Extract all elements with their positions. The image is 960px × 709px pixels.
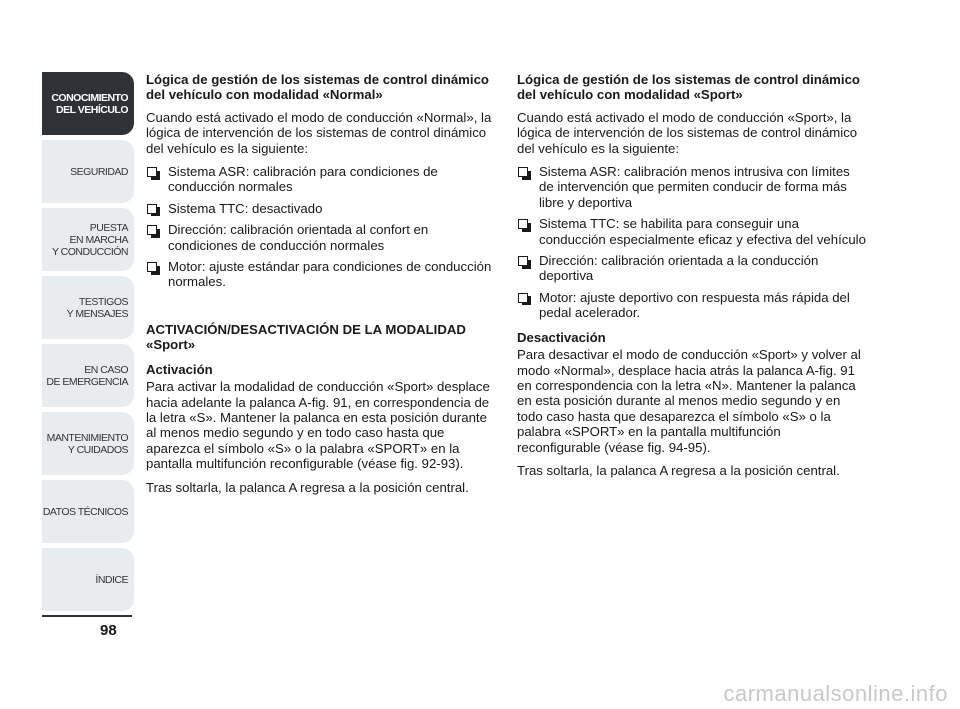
right-column (517, 72, 867, 486)
page-number: 98 (100, 622, 117, 639)
normal-mode-intro: Cuando está activado el modo de conducción «Normal», la lógica de intervención de los sistemas de control dinámico del vehículo es la siguiente: (146, 109, 492, 156)
list-item-text: Sistema ASR: calibración menos intrusiva con límites de intervención que permiten conducir de forma más libre y deportiva (539, 164, 850, 210)
tab-mantenimiento-y-cuidados[interactable]: MANTENIMIENTO Y CUIDADOS (42, 412, 134, 475)
list-item (517, 164, 867, 210)
tab-puesta-en-marcha[interactable]: PUESTA EN MARCHA Y CONDUCCIÓN (42, 208, 134, 271)
sport-mode-list (517, 164, 867, 321)
checkbox-bullet-icon (518, 219, 528, 229)
activation-text: Para activar la modalidad de conducción «Sport» desplace hacia adelante la palanca A-fig. 91, en correspondencia de la letra «S». Mantener la palanca en esta posición durante al menos medio segundo y en todo caso hasta que aparezca el símbolo «S» o la palabra «SPORT» en la pantalla multifunción reconfigurable (véase fig. 92-93). (146, 379, 490, 472)
list-item (146, 222, 496, 253)
list-item-text: Sistema TTC: se habilita para conseguir una conducción especialmente eficaz y efectiva del vehículo (539, 216, 866, 247)
list-item-text: Dirección: calibración orientada al confort en condiciones de conducción normales (168, 222, 429, 253)
deactivation-release-text: Tras soltarla, la palanca A regresa a la posición central. (517, 462, 840, 478)
checkbox-bullet-icon (147, 167, 157, 177)
list-item (517, 290, 867, 321)
tabs-divider (42, 615, 132, 617)
list-item-text: Dirección: calibración orientada a la conducción deportiva (539, 253, 819, 284)
list-item-text: Motor: ajuste deportivo con respuesta más rápida del pedal acelerador. (539, 289, 850, 321)
deactivation-title: Desactivación (517, 329, 606, 345)
watermark: carmanualsonline.info (723, 681, 948, 706)
normal-mode-title: Lógica de gestión de los sistemas de control dinámico del vehículo con modalidad «Normal» (146, 72, 489, 103)
list-item (146, 259, 496, 290)
list-item (146, 164, 496, 195)
list-item-text: Sistema ASR: calibración para condiciones de conducción normales (168, 164, 438, 195)
checkbox-bullet-icon (147, 204, 157, 214)
list-item (517, 216, 867, 247)
normal-mode-list (146, 164, 496, 290)
activation-release-text: Tras soltarla, la palanca A regresa a la posición central. (146, 479, 469, 495)
tab-en-caso-de-emergencia[interactable]: EN CASO DE EMERGENCIA (42, 344, 134, 407)
list-item (146, 201, 496, 216)
activation-title: Activación (146, 361, 213, 377)
left-column (146, 72, 496, 503)
checkbox-bullet-icon (518, 256, 528, 266)
sport-mode-title: Lógica de gestión de los sistemas de control dinámico del vehículo con modalidad «Sport» (517, 72, 860, 103)
checkbox-bullet-icon (518, 167, 528, 177)
list-item-text: Sistema TTC: desactivado (168, 200, 323, 216)
sport-mode-intro: Cuando está activado el modo de conducción «Sport», la lógica de intervención de los sistemas de control dinámico del vehículo es la siguiente: (517, 109, 858, 156)
tab-testigos-y-mensajes[interactable]: TESTIGOS Y MENSAJES (42, 276, 134, 339)
tab-indice[interactable]: ÍNDICE (42, 548, 134, 611)
list-item (517, 253, 867, 284)
checkbox-bullet-icon (147, 225, 157, 235)
tab-datos-tecnicos[interactable]: DATOS TÉCNICOS (42, 480, 134, 543)
tab-seguridad[interactable]: SEGURIDAD (42, 140, 134, 203)
list-item-text: Motor: ajuste estándar para condiciones de conducción normales. (168, 259, 492, 290)
chapter-tabs (42, 72, 134, 616)
checkbox-bullet-icon (518, 293, 528, 303)
deactivation-text: Para desactivar el modo de conducción «Sport» y volver al modo «Normal», desplace hacia atrás la palanca A-fig. 91 en correspondencia con la letra «N». Mantener la palanca en esta posición durante al menos medio segundo y en todo caso hasta que desaparezca el símbolo «S» o la palabra «SPORT» en la pantalla multifunción reconfigurable (véase fig. 94-95). (517, 347, 861, 455)
activation-section-title: ACTIVACIÓN/DESACTIVACIÓN DE LA MODALIDAD «Sport» (146, 321, 466, 353)
tab-conocimiento-del-vehiculo[interactable]: CONOCIMIENTO DEL VEHÍCULO (42, 72, 134, 135)
checkbox-bullet-icon (147, 262, 157, 272)
